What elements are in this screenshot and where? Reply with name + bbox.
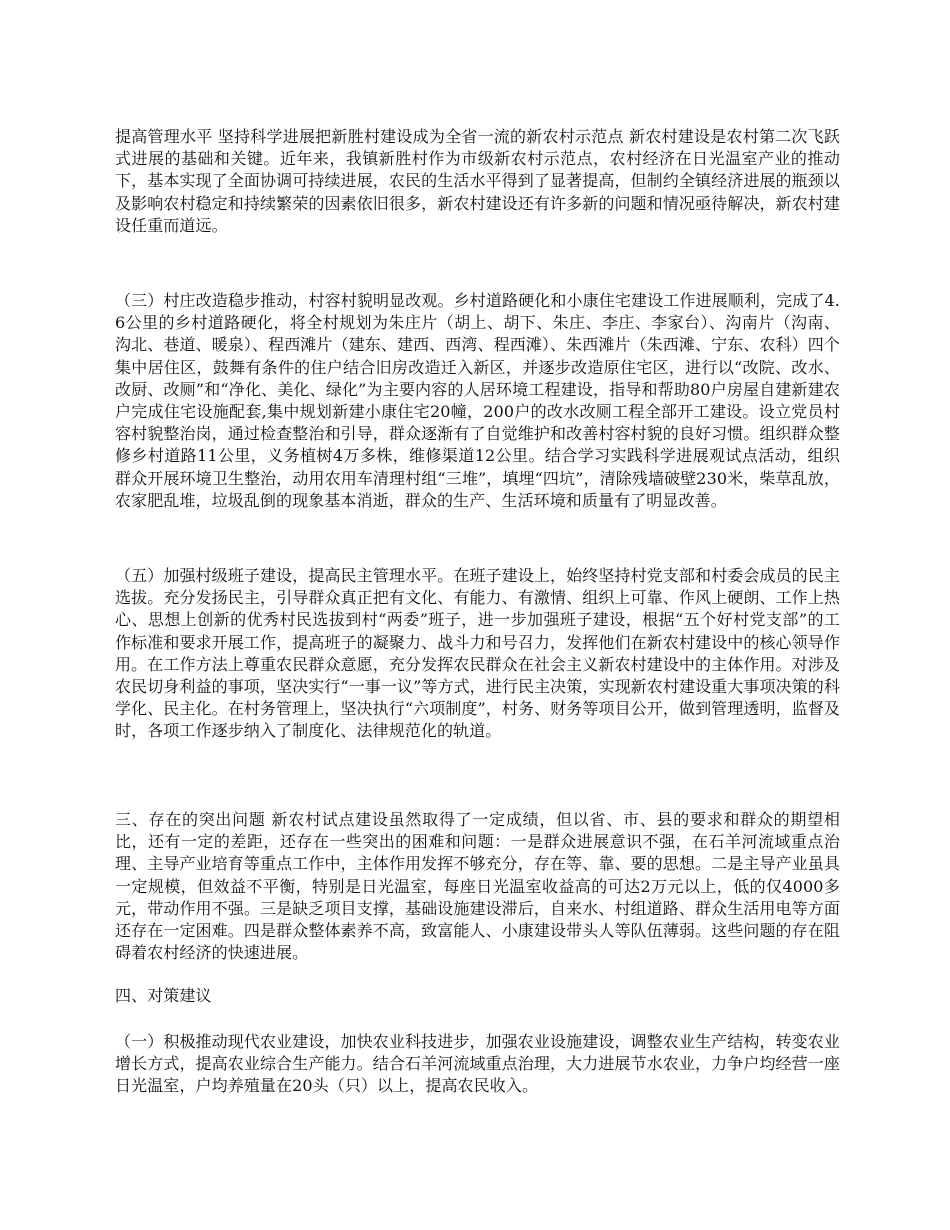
paragraph-leadership-building: （五）加强村级班子建设，提高民主管理水平。在班子建设上，始终坚持村党支部和村委会成员的民主选拔。充分发扬民主，引导群众真正把有文化、有能力、有激情、组织上可靠、作风上硬朗、工作上热心、思想上创新的优秀村民选拔到村“两委”班子，进一步加强班子建设，根据“五个好村党支部”的工作标准和要求开展工作，提高班子的凝聚力、战斗力和号召力，发挥他们在新农村建设中的核心领导作用。在工作方法上尊重农民群众意愿，充分发挥农民群众在社会主义新农村建设中的主体作用。对涉及农民切身利益的事项，坚决实行“一事一议”等方式，进行民主决策，实现新农村建设重大事项决策的科学化、民主化。在村务管理上，坚决执行“六项制度”，村务、财务等项目公开，做到管理透明，监督及时，各项工作逐步纳入了制度化、法律规范化的轨道。: [115, 566, 840, 741]
paragraph-outstanding-problems: 三、存在的突出问题 新农村试点建设虽然取得了一定成绩，但以省、市、县的要求和群众的期望相比，还有一定的差距，还存在一些突出的困难和问题：一是群众进展意识不强，在石羊河流域重点治理、主导产业培育等重点工作中，主体作用发挥不够充分，存在等、靠、要的思想。二是主导产业虽具一定规模，但效益不平衡，特别是日光温室，每座日光温室收益高的可达2万元以上，低的仅4000多元，带动作用不强。三是缺乏项目支撑，基础设施建设滞后，自来水、村组道路、群众生活用电等方面还存在一定困难。四是群众整体素养不高，致富能人、小康建设带头人等队伍薄弱。这些问题的存在阻碍着农村经济的快速进展。: [115, 810, 840, 963]
paragraph-modern-agriculture: （一）积极推动现代农业建设，加快农业科技进步，加强农业设施建设，调整农业生产结构，转变农业增长方式，提高农业综合生产能力。结合石羊河流域重点治理，大力进展节水农业，力争户均经营一座日光温室，户均养殖量在20头（只）以上，提高农民收入。: [115, 1032, 840, 1096]
paragraph-intro: 提高管理水平 坚持科学进展把新胜村建设成为全省一流的新农村示范点 新农村建设是农村第二次飞跃式进展的基础和关键。近年来，我镇新胜村作为市级新农村示范点，农村经济在日光温室产业的推动下，基本实现了全面协调可持续进展，农民的生活水平得到了显著提高，但制约全镇经济进展的瓶颈以及影响农村稳定和持续繁荣的因素依旧很多，新农村建设还有许多新的问题和情况亟待解决，新农村建设任重而道远。: [115, 127, 840, 235]
section-heading-recommendations: 四、对策建议: [115, 986, 212, 1005]
paragraph-village-renovation: （三）村庄改造稳步推动，村容村貌明显改观。乡村道路硬化和小康住宅建设工作进展顺利，完成了4.6公里的乡村道路硬化，将全村规划为朱庄片（胡上、胡下、朱庄、李庄、李家台）、沟南片（沟南、沟北、巷道、暖泉）、程西滩片（建东、建西、西湾、程西滩）、朱西滩片（朱西滩、宁东、农科）四个集中居住区，鼓舞有条件的住户结合旧房改造迁入新区，并逐步改造原住宅区，进行以“改院、改水、改厨、改厕”和“净化、美化、绿化”为主要内容的人居环境工程建设，指导和帮助80户房屋自建新建农户完成住宅设施配套,集中规划新建小康住宅20幢，200户的改水改厕工程全部开工建设。设立党员村容村貌整治岗，通过检查整治和引导，群众逐渐有了自觉维护和改善村容村貌的良好习惯。组织群众整修乡村道路11公里，义务植树4万多株，维修渠道12公里。结合学习实践科学进展观试点活动，组织群众开展环境卫生整治，动用农用车清理村组“三堆”，填埋“四坑”，清除残墙破壁230米，柴草乱放，农家肥乱堆，垃圾乱倒的现象基本消逝，群众的生产、生活环境和质量有了明显改善。: [115, 291, 840, 510]
